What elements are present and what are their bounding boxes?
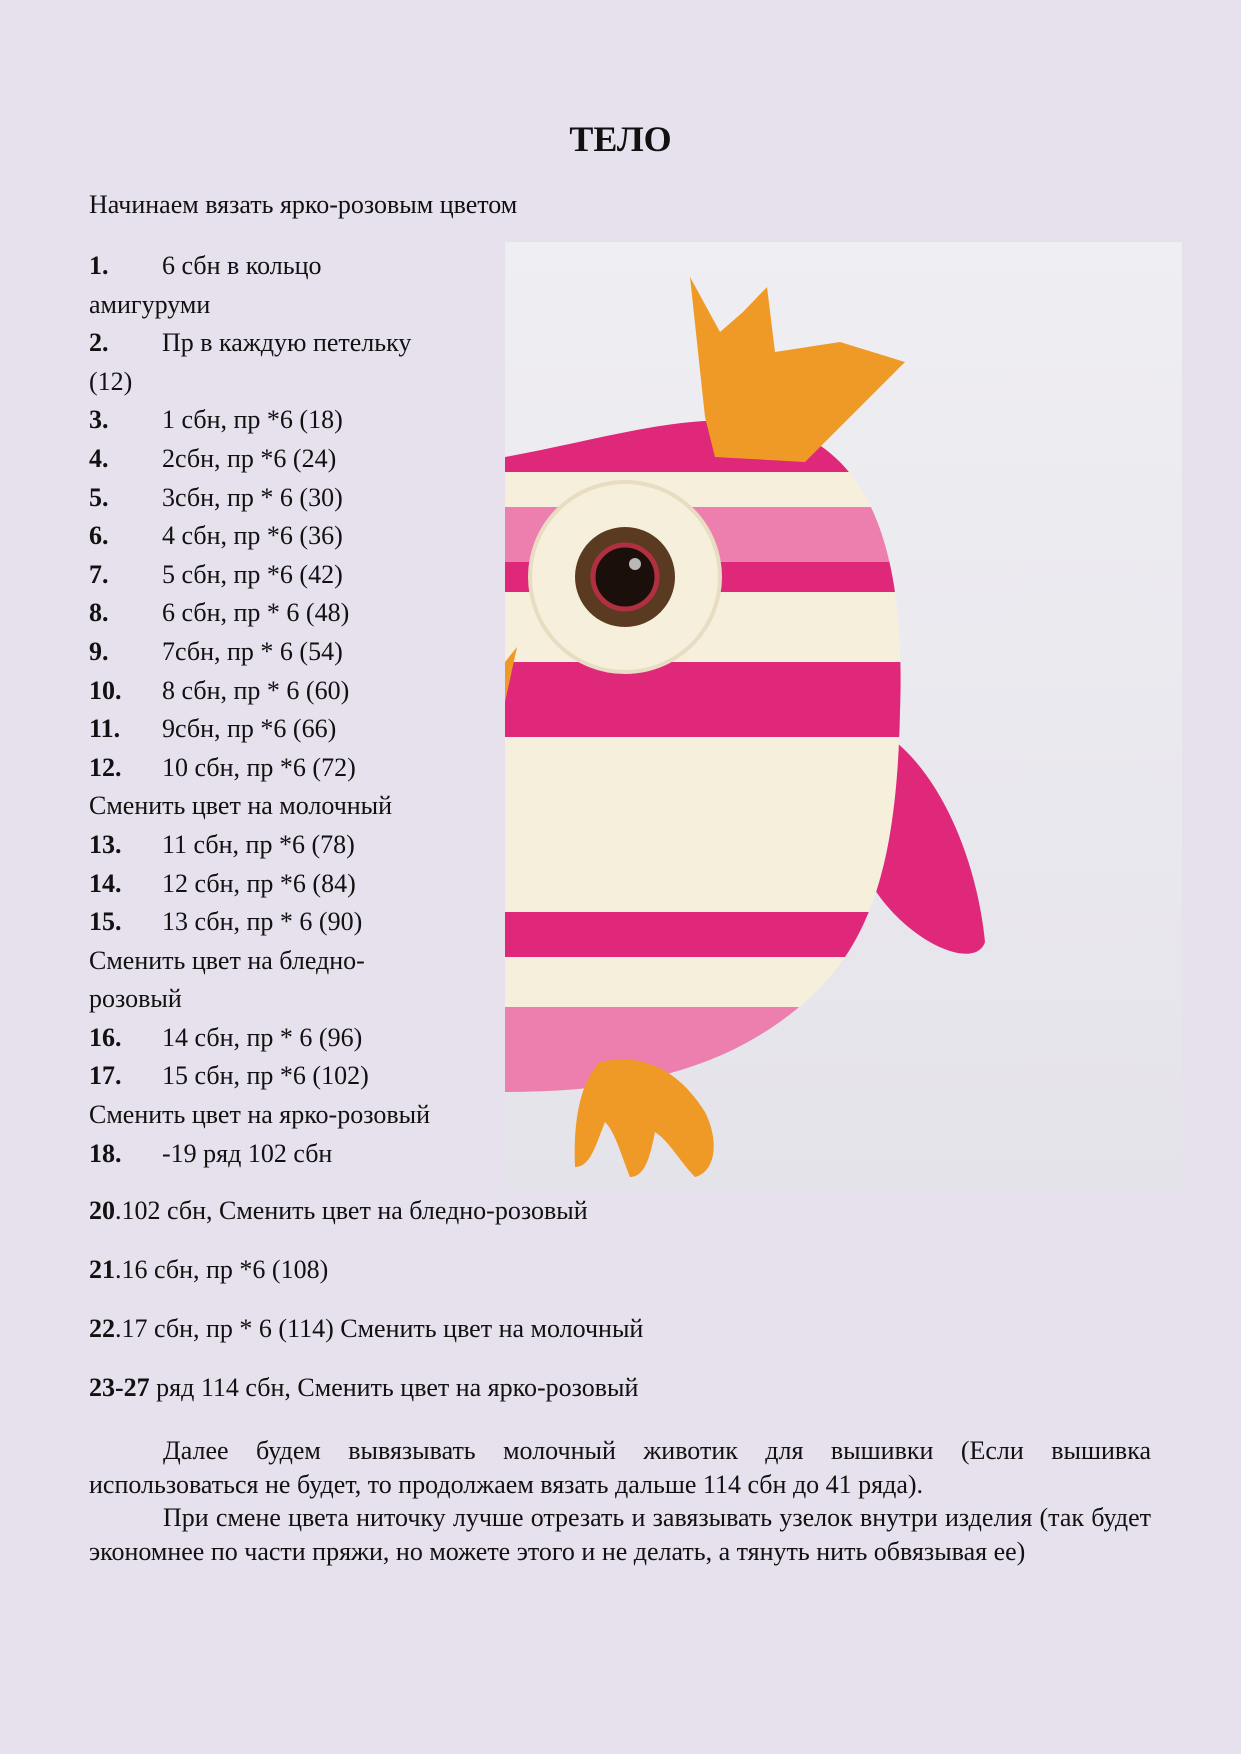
row-23-27: 23-27 ряд 114 сбн, Сменить цвет на ярко-розовый: [89, 1373, 639, 1402]
row-line: 10. 8 сбн, пр * 6 (60): [89, 675, 350, 705]
row-line: Сменить цвет на молочный: [89, 791, 393, 821]
page-title: ТЕЛО: [569, 119, 672, 159]
row-line: 12. 10 сбн, пр *6 (72): [89, 752, 356, 782]
row-instructions: [89, 247, 509, 1173]
row-line: 13. 11 сбн, пр *6 (78): [89, 829, 355, 859]
row-20: 20.102 сбн, Сменить цвет на бледно-розовый: [89, 1196, 588, 1225]
row-line: 9. 7сбн, пр * 6 (54): [89, 636, 343, 666]
row-line: 11. 9сбн, пр *6 (66): [89, 714, 337, 744]
row-line: 3. 1 сбн, пр *6 (18): [89, 405, 343, 435]
intro-text: Начинаем вязать ярко-розовым цветом: [89, 190, 518, 219]
row-line: 17. 15 сбн, пр *6 (102): [89, 1061, 369, 1091]
row-line: 7. 5 сбн, пр *6 (42): [89, 559, 343, 589]
paragraph-color-change: При смене цвета ниточку лучше отрезать и завязывать узелок внутри изделия (так будет экономнее по части пряжи, но можете этого и не делать, а тянуть нить обвязывая ее): [89, 1503, 1151, 1566]
row-line: 15. 13 сбн, пр * 6 (90): [89, 907, 363, 937]
crown: [690, 277, 905, 462]
row-line: 5. 3сбн, пр * 6 (30): [89, 482, 343, 512]
row-line: 1. 6 сбн в кольцо: [89, 251, 322, 280]
row-line: амигуруми: [89, 289, 211, 319]
row-line: (12): [89, 366, 133, 396]
row-line: 18. -19 ряд 102 сбн: [89, 1138, 333, 1168]
row-line: 4. 2сбн, пр *6 (24): [89, 443, 337, 473]
row-21: 21.16 сбн, пр *6 (108): [89, 1255, 329, 1284]
row-line: розовый: [89, 984, 182, 1014]
paragraph-belly: Далее будем вывязывать молочный животик для вышивки (Если вышивка использоваться не будет, то продолжаем вязать дальше 114 сбн до 41 ряда).: [89, 1436, 1151, 1499]
owl-photo: [505, 242, 1182, 1192]
row-line: Сменить цвет на ярко-розовый: [89, 1100, 430, 1130]
row-line: Сменить цвет на бледно-: [89, 945, 365, 975]
row-line: 16. 14 сбн, пр * 6 (96): [89, 1022, 363, 1052]
row-line: 6. 4 сбн, пр *6 (36): [89, 521, 343, 551]
row-22: 22.17 сбн, пр * 6 (114) Сменить цвет на молочный: [89, 1314, 644, 1343]
row-line: 2. Пр в каждую петельку: [89, 328, 412, 358]
foot: [575, 1059, 714, 1177]
row-line: 14. 12 сбн, пр *6 (84): [89, 868, 356, 898]
row-line: 8. 6 сбн, пр * 6 (48): [89, 598, 350, 628]
